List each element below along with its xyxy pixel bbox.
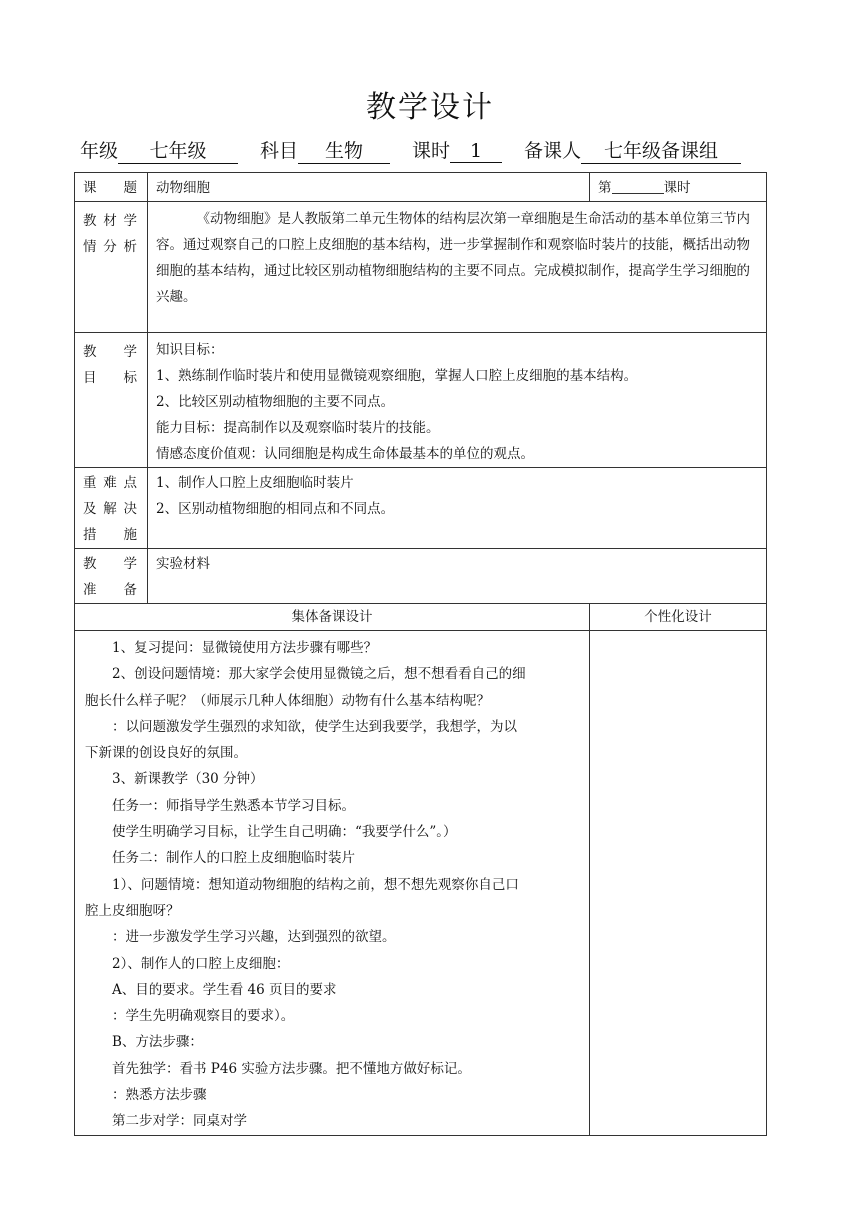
goals-cell xyxy=(148,333,767,468)
design-line: 使学生明确学习目标，让学生自己明确：“我要学什么”。） xyxy=(112,824,457,841)
personal-design-cell xyxy=(590,631,767,1136)
design-line: 首先独学：看书 P46 实验方法步骤。把不懂地方做好标记。 xyxy=(112,1060,471,1077)
goals-row xyxy=(75,333,767,468)
design-line: ：熟悉方法步骤 xyxy=(112,1087,207,1104)
topic-label: 课 题 xyxy=(75,173,148,202)
prep-row xyxy=(75,549,767,604)
design-line: 第二步对学：同桌对学 xyxy=(112,1113,247,1130)
grade-value: 七年级 xyxy=(118,136,238,164)
goal-line: 能力目标：提高制作以及观察临时装片的技能。 xyxy=(156,420,440,436)
key-label-line-2: 及解决 xyxy=(83,501,137,517)
design-line: 2）、制作人的口腔上皮细胞： xyxy=(112,955,290,972)
design-line: 胞长什么样子呢？（师展示几种人体细胞）动物有什么基本结构呢？ xyxy=(85,692,490,709)
key-point: 2、区别动植物细胞的相同点和不同点。 xyxy=(156,501,395,517)
prep-label xyxy=(75,549,148,604)
key-label-line-3: 措 施 xyxy=(83,527,137,543)
goal-line: 知识目标： xyxy=(156,342,224,358)
goals-label xyxy=(75,333,148,468)
key-point: 1、制作人口腔上皮细胞临时装片 xyxy=(156,475,354,491)
analysis-label-line-2: 情分析 xyxy=(83,239,137,255)
design-header-row xyxy=(75,604,767,631)
design-line: ：进一步激发学生学习兴趣，达到强烈的欲望。 xyxy=(112,929,396,946)
page-title: 教学设计 xyxy=(366,90,494,125)
lesson-suffix: 课时 xyxy=(663,180,691,196)
grade-label: 年级 xyxy=(80,140,119,162)
analysis-row xyxy=(75,202,767,333)
subject-value: 生物 xyxy=(298,136,390,164)
key-points-cell xyxy=(148,468,767,549)
design-line: 任务二：制作人的口腔上皮细胞临时装片 xyxy=(112,850,355,867)
personal-design-header: 个性化设计 xyxy=(590,604,767,631)
design-line: 腔上皮细胞呀？ xyxy=(85,902,180,919)
topic-row xyxy=(75,173,767,202)
period-value: 1 xyxy=(450,140,502,163)
analysis-label xyxy=(75,202,148,333)
design-line: ：以问题激发学生强烈的求知欲，使学生达到我要学，我想学，为以 xyxy=(112,718,517,735)
design-line: 2、创设问题情境：那大家学会使用显微镜之后，想不想看看自己的细 xyxy=(112,666,526,683)
topic-value: 动物细胞 xyxy=(148,173,590,202)
subject-label: 科目 xyxy=(260,140,299,162)
prep-value: 实验材料 xyxy=(148,549,767,604)
goals-label-line-1: 教 学 xyxy=(83,344,137,360)
design-line: 1）、问题情境：想知道动物细胞的结构之前，想不想先观察你自己口 xyxy=(112,876,519,893)
design-line: ：学生先明确观察目的要求）。 xyxy=(112,1008,295,1025)
preparer-label: 备课人 xyxy=(524,140,582,162)
design-line: 1、复习提问：显微镜使用方法步骤有哪些？ xyxy=(112,640,378,656)
prep-label-line-1: 教 学 xyxy=(83,556,137,572)
lesson-plan-table xyxy=(74,172,767,1136)
key-points-row xyxy=(75,468,767,549)
header-meta xyxy=(80,136,741,164)
goals-label-line-2: 目 标 xyxy=(83,370,137,386)
goal-line: 情感态度价值观：认同细胞是构成生命体最基本的单位的观点。 xyxy=(156,446,534,462)
group-design-content xyxy=(85,635,579,1135)
design-line: 下新课的创设良好的氛围。 xyxy=(85,745,247,762)
design-line: 3、新课教学（30 分钟） xyxy=(112,771,264,788)
goal-line: 2、比较区别动植物细胞的主要不同点。 xyxy=(156,394,395,410)
key-label-line-1: 重难点 xyxy=(83,475,137,491)
analysis-label-line-1: 教材学 xyxy=(83,213,137,229)
design-line: 任务一：师指导学生熟悉本节学习目标。 xyxy=(112,797,355,814)
goal-line: 1、熟练制作临时装片和使用显微镜观察细胞，掌握人口腔上皮细胞的基本结构。 xyxy=(156,368,638,384)
period-label: 课时 xyxy=(412,140,451,162)
group-design-cell xyxy=(75,631,590,1136)
lesson-prefix: 第 xyxy=(598,180,612,196)
design-line: B、方法步骤： xyxy=(112,1034,203,1051)
design-line: A、目的要求。学生看 46 页目的要求 xyxy=(112,981,337,998)
design-body-row xyxy=(75,631,767,1136)
analysis-text: 《动物细胞》是人教版第二单元生物体的结构层次第一章细胞是生命活动的基本单位第三节内容。通过观察自己的口腔上皮细胞的基本结构，进一步掌握制作和观察临时装片的技能，概括出动物细胞的基本结构，通过比较区别动植物细胞结构的主要不同点。完成模拟制作，提高学生学习细胞的兴趣。 xyxy=(156,211,750,305)
prep-label-line-2: 准 备 xyxy=(83,582,137,598)
analysis-text-cell xyxy=(148,202,767,333)
group-design-header: 集体备课设计 xyxy=(75,604,590,631)
preparer-value: 七年级备课组 xyxy=(581,136,741,164)
key-points-label xyxy=(75,468,148,549)
lesson-number-cell xyxy=(590,173,767,202)
lesson-number-blank xyxy=(612,177,664,194)
